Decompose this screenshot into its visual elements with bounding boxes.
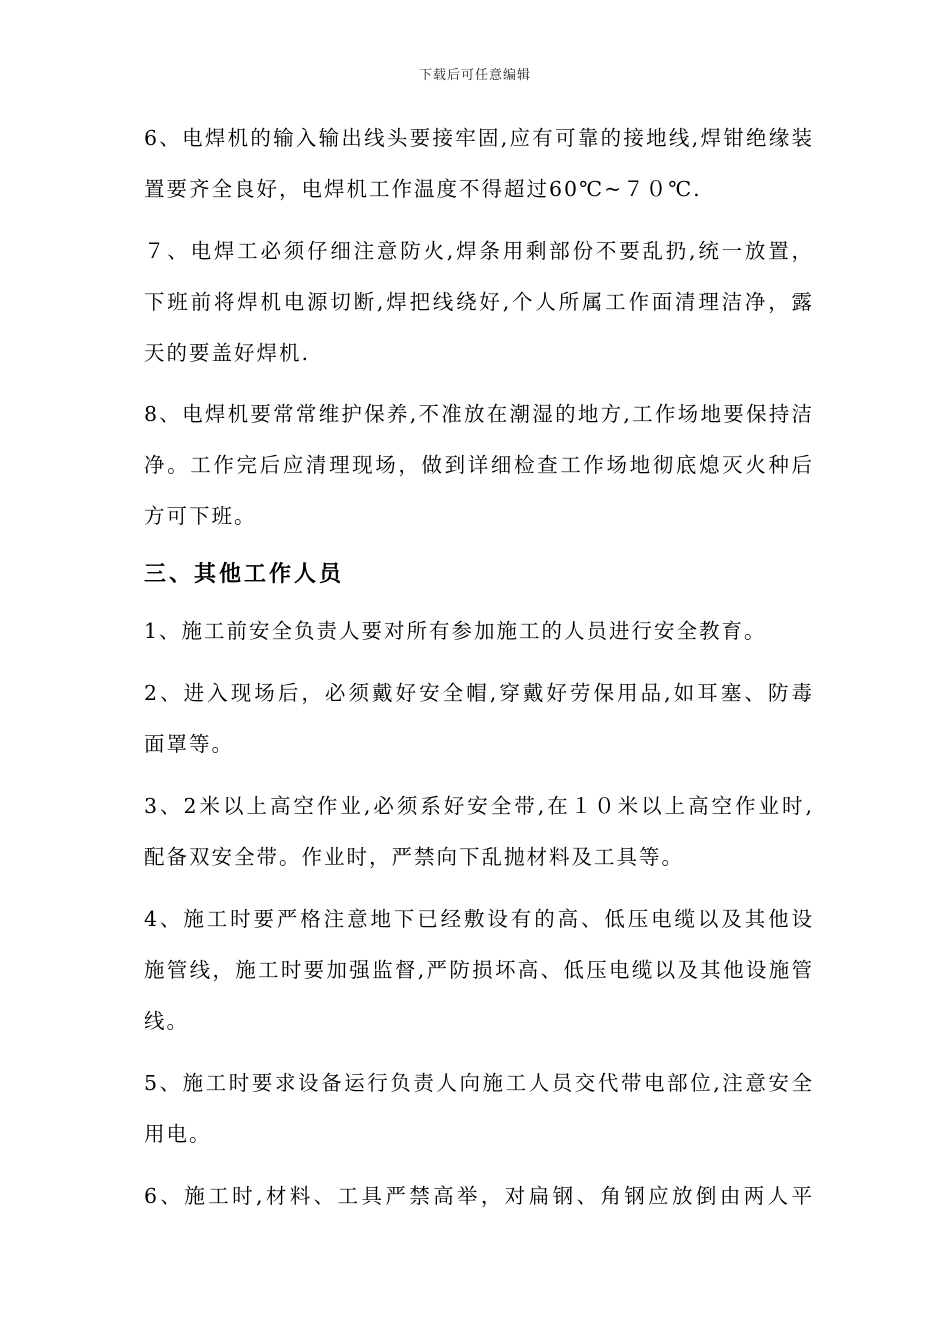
welding-item-7-line-1: ７、电焊工必须仔细注意防火,焊条用剩部份不要乱扔,统一放置， [144, 239, 814, 263]
welding-item-8-line-2: 净。工作完后应清理现场，做到详细检查工作场地彻底熄灭火种后 [144, 453, 814, 477]
welding-item-7-line-2: 下班前将焊机电源切断,焊把线绕好,个人所属工作面清理洁净，露 [144, 290, 814, 314]
other-item-2-line-2: 面罩等。 [144, 732, 234, 756]
other-item-4-line-2: 施管线，施工时要加强监督,严防损坏高、低压电缆以及其他设施管 [144, 958, 814, 982]
other-item-3-line-2: 配备双安全带。作业时，严禁向下乱抛材料及工具等。 [144, 845, 684, 869]
other-item-3-line-1: 3、2米以上高空作业,必须系好安全带,在１０米以上高空作业时, [144, 794, 814, 818]
other-item-1-line-1: 1、施工前安全负责人要对所有参加施工的人员进行安全教育。 [144, 619, 767, 643]
other-item-4-line-1: 4、施工时要严格注意地下已经敷设有的高、低压电缆以及其他设 [144, 907, 814, 931]
other-item-2-line-1: 2、进入现场后，必须戴好安全帽,穿戴好劳保用品,如耳塞、防毒 [144, 681, 814, 705]
other-item-6-line-1: 6、施工时,材料、工具严禁高举，对扁钢、角钢应放倒由两人平 [144, 1184, 814, 1208]
other-item-5-line-1: 5、施工时要求设备运行负责人向施工人员交代带电部位,注意安全 [144, 1071, 814, 1095]
welding-item-6-line-1: 6、电焊机的输入输出线头要接牢固,应有可靠的接地线,焊钳绝缘装 [144, 126, 814, 150]
page-header: 下载后可任意编辑 [418, 68, 531, 83]
section-title-other-staff: 三、其他工作人员 [144, 562, 345, 587]
welding-item-7-line-3: 天的要盖好焊机. [144, 341, 311, 365]
welding-item-6-line-2: 置要齐全良好，电焊机工作温度不得超过60℃~７０℃. [144, 177, 702, 201]
welding-item-8-line-3: 方可下班。 [144, 504, 257, 528]
other-item-4-line-3: 线。 [144, 1009, 189, 1033]
other-item-5-line-2: 用电。 [144, 1122, 212, 1146]
welding-item-8-line-1: 8、电焊机要常常维护保养,不准放在潮湿的地方,工作场地要保持洁 [144, 402, 814, 426]
